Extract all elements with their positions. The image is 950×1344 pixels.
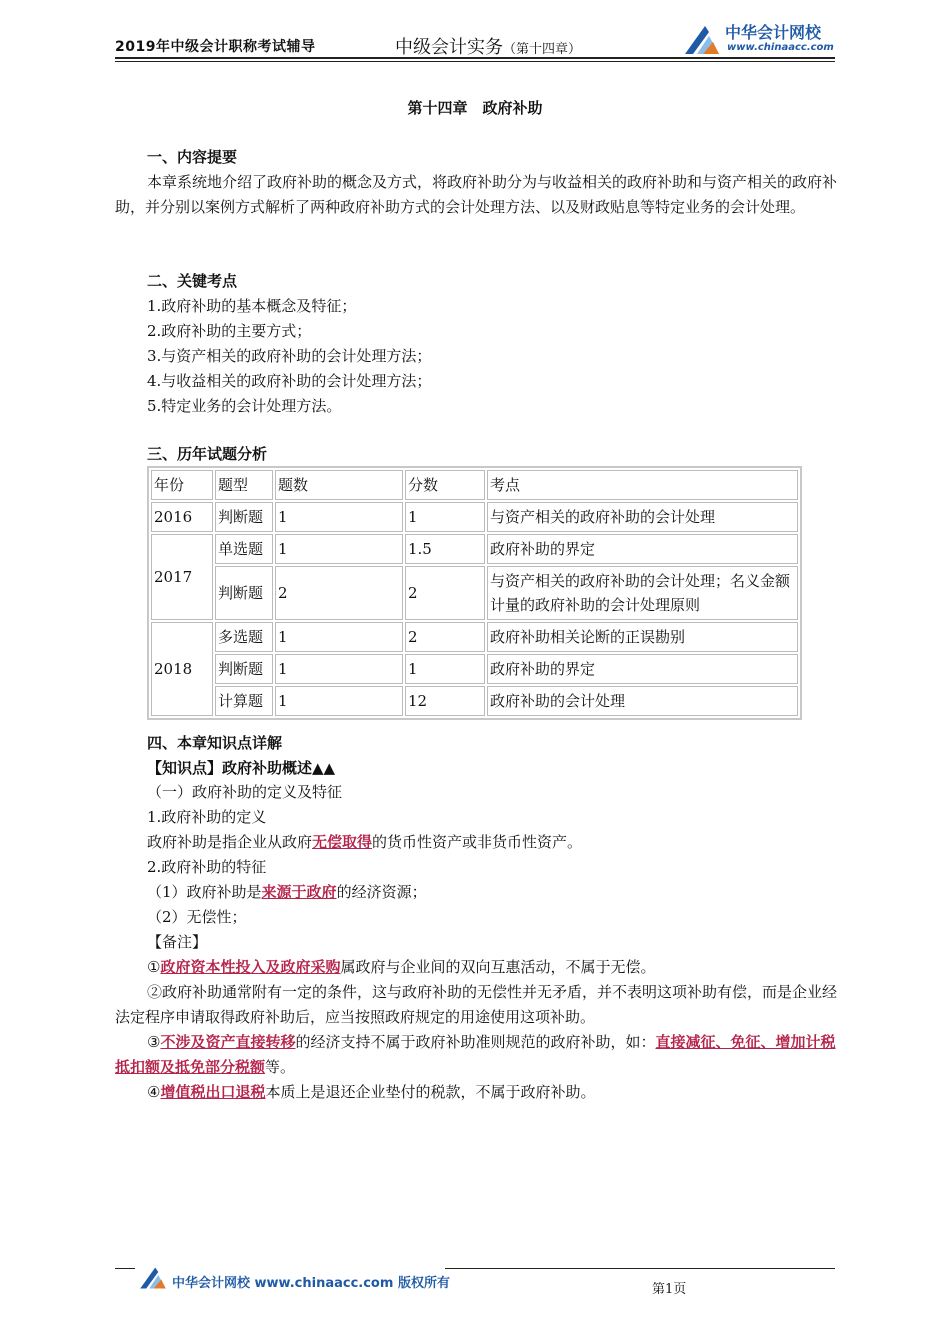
table-header-cell: 题数: [275, 470, 403, 500]
definition-text: [147, 830, 582, 855]
highlight-term: 增值税出口退税: [160, 1083, 266, 1101]
subsection-title: （一）政府补助的定义及特征: [147, 783, 343, 801]
table-cell: 多选题: [215, 622, 273, 652]
year-cell: 2017: [151, 534, 213, 620]
definition-title: 1.政府补助的定义: [147, 808, 267, 826]
header-left-text: 2019年中级会计职称考试辅导: [115, 39, 316, 55]
text-run: ①: [147, 958, 161, 976]
table-cell: 单选题: [215, 534, 273, 564]
text-run: 政府补助是指企业从政府: [147, 833, 313, 851]
text-run: 的货币性资产或非货币性资产。: [372, 833, 583, 851]
section-1-text: 本章系统地介绍了政府补助的概念及方式，将政府补助分为与收益相关的政府补助和与资产相关的政府补助，并分别以案例方式解析了两种政府补助方式的会计处理方法、以及财政贴息等特定业务的会计处理。: [115, 173, 838, 216]
table-cell: 政府补助的会计处理: [487, 686, 798, 716]
table-cell: 与资产相关的政府补助的会计处理: [487, 502, 798, 532]
brand-name: 中华会计网校: [725, 23, 822, 42]
section-3-heading: 三、历年试题分析: [147, 445, 268, 463]
highlight-term: 来源于政府: [261, 883, 337, 901]
feature-item: （2）无偿性；: [147, 908, 247, 926]
year-cell: 2016: [151, 502, 213, 532]
table-cell: 1: [275, 654, 403, 684]
header-rule-thin: [115, 61, 835, 62]
text-run: 的经济资源；: [336, 883, 427, 901]
knowledge-point-heading: 【知识点】政府补助概述▲▲: [147, 759, 336, 777]
year-cell: 2018: [151, 622, 213, 716]
table-cell: 1: [405, 654, 485, 684]
table-cell: 与资产相关的政府补助的会计处理；名义金额计量的政府补助的会计处理原则: [487, 566, 798, 620]
table-cell: 1: [275, 534, 403, 564]
table-cell: 1: [275, 502, 403, 532]
table-cell: 2: [405, 566, 485, 620]
table-row: [151, 566, 798, 620]
header-rule: [115, 57, 835, 59]
text-run: （1）政府补助是: [147, 883, 262, 901]
highlight-term: 政府资本性投入及政府采购: [160, 958, 341, 976]
brand-url[interactable]: www.chinaacc.com: [727, 42, 834, 53]
text-run: 本质上是退还企业垫付的税款，不属于政府补助。: [265, 1083, 596, 1101]
note-item: [147, 955, 655, 980]
table-cell: 1: [405, 502, 485, 532]
section-2-heading: 二、关键考点: [147, 272, 238, 290]
feature-title: 2.政府补助的特征: [147, 858, 267, 876]
text-run: ③: [147, 1033, 161, 1051]
header-title: [395, 33, 581, 59]
table-cell: 判断题: [215, 654, 273, 684]
table-row: [151, 654, 798, 684]
text-run: 的经济支持不属于政府补助准则规范的政府补助，如：: [295, 1033, 656, 1051]
table-header-cell: 分数: [405, 470, 485, 500]
note-item: [115, 1030, 837, 1080]
table-cell: 政府补助的界定: [487, 534, 798, 564]
key-point-item: 5.特定业务的会计处理方法。: [147, 397, 342, 415]
header-mid-title: 中级会计实务: [395, 37, 503, 58]
table-cell: 判断题: [215, 502, 273, 532]
header-mid-sub: （第十四章）: [503, 42, 582, 57]
table-header-cell: 考点: [487, 470, 798, 500]
section-4-heading: 四、本章知识点详解: [147, 734, 283, 752]
table-header-row: [151, 470, 798, 500]
table-header-cell: 题型: [215, 470, 273, 500]
table-cell: 政府补助的界定: [487, 654, 798, 684]
key-point-item: 1.政府补助的基本概念及特征；: [147, 297, 357, 315]
logo-icon: [683, 24, 721, 56]
table-row: [151, 502, 798, 532]
chapter-title: 第十四章 政府补助: [407, 99, 543, 117]
table-cell: 计算题: [215, 686, 273, 716]
footer-rule: [115, 1268, 135, 1269]
table-header-cell: 年份: [151, 470, 213, 500]
section-1-heading: 一、内容提要: [147, 148, 238, 166]
table-cell: 1: [275, 686, 403, 716]
table-cell: 1: [275, 622, 403, 652]
footer-rule: [445, 1268, 835, 1269]
table-row: [151, 686, 798, 716]
table-cell: 2: [275, 566, 403, 620]
note-item: ②政府补助通常附有一定的条件，这与政府补助的无偿性并无矛盾，并不表明这项补助有偿，而是企业经法定程序申请取得政府补助后，应当按照政府规定的用途使用这项补助。: [115, 983, 838, 1026]
page-number: 第1页: [652, 1282, 687, 1297]
exam-analysis-table: [147, 466, 802, 720]
table-cell: 1.5: [405, 534, 485, 564]
text-run: ④: [147, 1083, 161, 1101]
feature-item: [147, 880, 427, 905]
footer-logo-icon: [138, 1266, 168, 1290]
table-row: [151, 622, 798, 652]
highlight-term: 无偿取得: [312, 833, 373, 851]
table-cell: 政府补助相关论断的正误勘别: [487, 622, 798, 652]
footer-copyright: 中华会计网校 www.chinaacc.com 版权所有: [172, 1276, 450, 1291]
brand-logo: [683, 18, 843, 58]
highlight-term: 不涉及资产直接转移: [160, 1033, 296, 1051]
note-item: [147, 1080, 595, 1105]
key-point-item: 4.与收益相关的政府补助的会计处理方法；: [147, 372, 432, 390]
key-point-item: 3.与资产相关的政府补助的会计处理方法；: [147, 347, 432, 365]
table-row: [151, 534, 798, 564]
table-cell: 12: [405, 686, 485, 716]
table-cell: 判断题: [215, 566, 273, 620]
text-run: 等。: [265, 1058, 296, 1076]
table-cell: 2: [405, 622, 485, 652]
note-heading: 【备注】: [147, 933, 208, 951]
key-point-item: 2.政府补助的主要方式；: [147, 322, 312, 340]
text-run: 属政府与企业间的双向互惠活动，不属于无偿。: [340, 958, 656, 976]
highlight-term: 直接减征、免征、增加计税抵扣额及抵免部分税额: [115, 1033, 836, 1076]
